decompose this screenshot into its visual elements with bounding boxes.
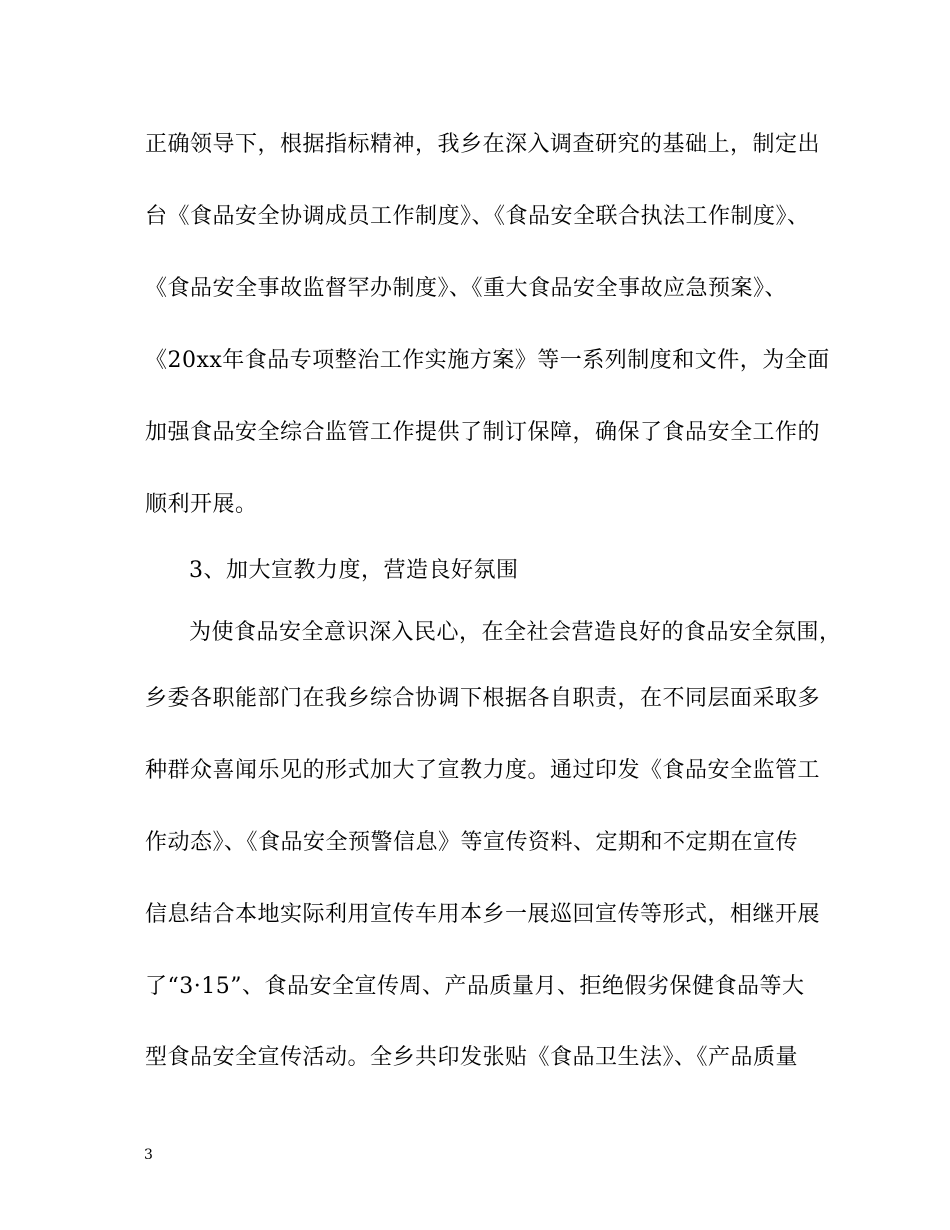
paragraph-line: 了“3·15”、食品安全宣传周、产品质量月、拒绝假劣保健食品等大 xyxy=(145,974,805,999)
paragraph-line: 加强食品安全综合监管工作提供了制订保障，确保了食品安全工作的 xyxy=(145,420,821,445)
paragraph-line: 种群众喜闻乐见的形式加大了宣教力度。通过印发《食品安全监管工 xyxy=(145,758,821,783)
paragraph-line: 《20xx年食品专项整治工作实施方案》等一系列制度和文件，为全面 xyxy=(145,348,830,373)
paragraph-line: 信息结合本地实际利用宣传车用本乡一展巡回宣传等形式，相继开展 xyxy=(145,902,821,927)
paragraph-line: 乡委各职能部门在我乡综合协调下根据各自职责，在不同层面采取多 xyxy=(145,686,821,711)
paragraph-line: 顺利开展。 xyxy=(145,492,258,517)
paragraph-line: 《食品安全事故监督罕办制度》、《重大食品安全事故应急预案》、 xyxy=(145,276,788,301)
page-number: 3 xyxy=(144,1147,153,1163)
paragraph-line: 正确领导下，根据指标精神，我乡在深入调查研究的基础上，制定出 xyxy=(145,132,821,157)
paragraph-line: 作动态》、《食品安全预警信息》等宣传资料、定期和不定期在宣传 xyxy=(145,830,799,855)
paragraph-line: 型食品安全宣传活动。全乡共印发张贴《食品卫生法》、《产品质量 xyxy=(145,1045,799,1070)
paragraph-line: 为使食品安全意识深入民心，在全社会营造良好的食品安全氛围， xyxy=(189,620,842,645)
paragraph-line: 台《食品安全协调成员工作制度》、《食品安全联合执法工作制度》、 xyxy=(145,204,810,229)
section-heading: 3、加大宣教力度，营造良好氛围 xyxy=(189,558,519,583)
